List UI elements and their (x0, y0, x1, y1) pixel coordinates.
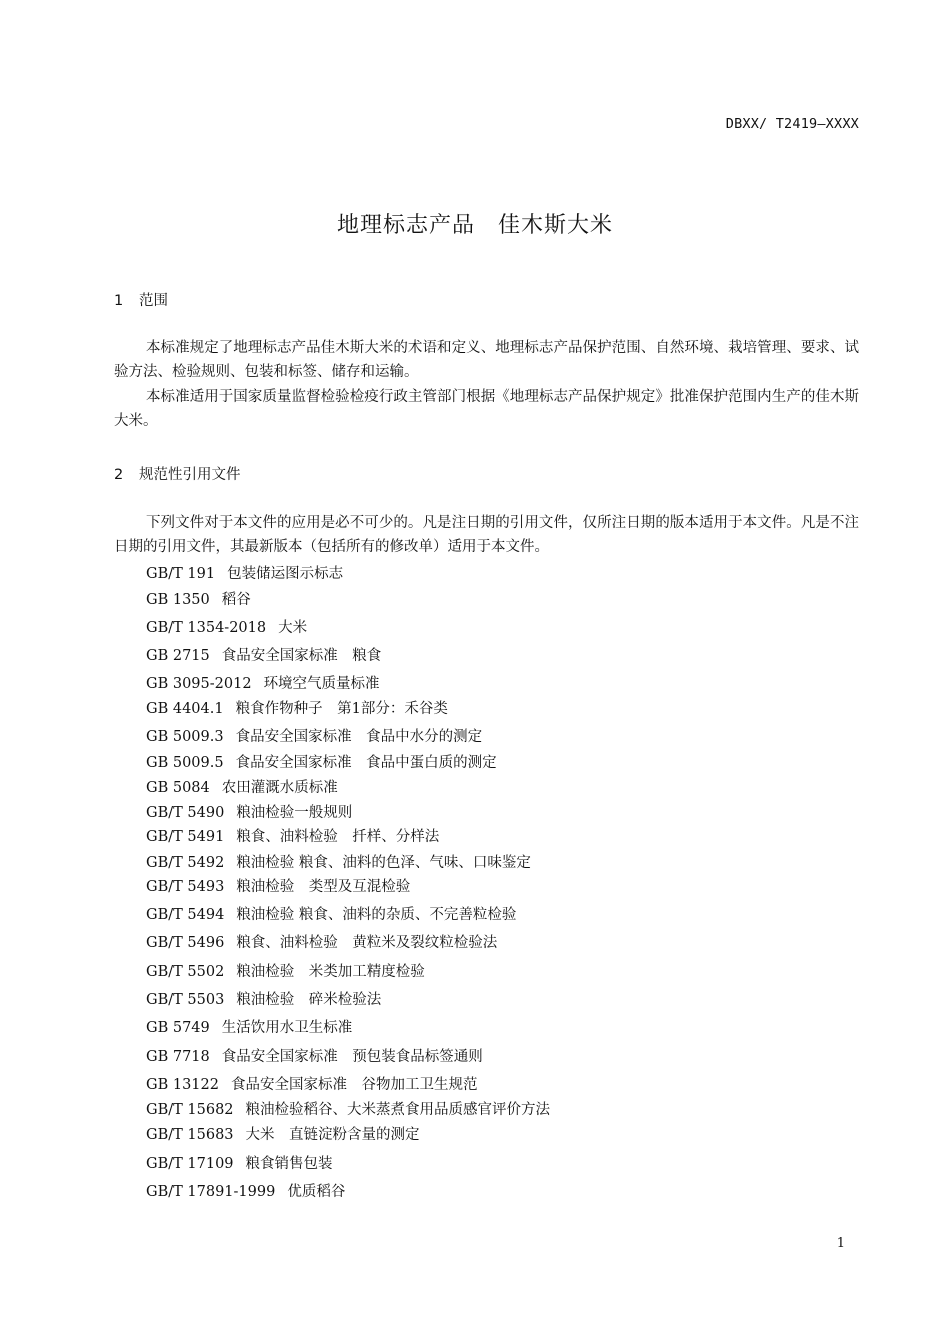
reference-item: GB 4404.1 粮食作物种子 第1部分：禾谷类 (146, 701, 448, 717)
reference-item: GB/T 15682 粮油检验稻谷、大米蒸煮食用品质感官评价方法 (146, 1102, 551, 1118)
scope-paragraph-1: 本标准规定了地理标志产品佳木斯大米的术语和定义、地理标志产品保护范围、自然环境、栽培管理、要求、试验方法、检验规则、包装和标签、储存和运输。 (114, 340, 859, 380)
section-title: 范围 (139, 293, 168, 309)
reference-item: GB/T 5490 粮油检验一般规则 (146, 805, 353, 821)
reference-item: GB 1350 稻谷 (146, 592, 251, 608)
reference-item: GB/T 5496 粮食、油料检验 黄粒米及裂纹粒检验法 (146, 935, 498, 951)
scope-paragraph-2: 本标准适用于国家质量监督检验检疫行政主管部门根据《地理标志产品保护规定》批准保护范围内生产的佳木斯大米。 (114, 389, 859, 429)
reference-item: GB/T 15683 大米 直链淀粉含量的测定 (146, 1127, 420, 1143)
document-code: DBXX/ T2419—XXXX (725, 116, 859, 132)
references-intro-paragraph: 下列文件对于本文件的应用是必不可少的。凡是注日期的引用文件，仅所注日期的版本适用于本文件。凡是不注日期的引用文件，其最新版本（包括所有的修改单）适用于本文件。 (114, 515, 859, 555)
reference-item: GB/T 5491 粮食、油料检验 扦样、分样法 (146, 829, 440, 845)
reference-item: GB 13122 食品安全国家标准 谷物加工卫生规范 (146, 1077, 478, 1093)
reference-item: GB 3095-2012 环境空气质量标准 (146, 676, 380, 692)
reference-item: GB/T 17891-1999 优质稻谷 (146, 1184, 346, 1200)
section-title: 规范性引用文件 (139, 467, 241, 483)
document-title: 地理标志产品 佳木斯大米 (336, 213, 613, 238)
reference-item: GB 7718 食品安全国家标准 预包装食品标签通则 (146, 1049, 483, 1065)
reference-item: GB 5749 生活饮用水卫生标准 (146, 1020, 353, 1036)
section-heading-normative-references (114, 463, 241, 484)
reference-item: GB 5084 农田灌溉水质标准 (146, 780, 338, 796)
section-heading-scope (114, 289, 168, 310)
section-number: 2 (114, 467, 124, 483)
reference-item: GB/T 17109 粮食销售包装 (146, 1156, 333, 1172)
page-number: 1 (836, 1236, 845, 1251)
section-number: 1 (114, 293, 124, 309)
reference-item: GB/T 5494 粮油检验 粮食、油料的杂质、不完善粒检验 (146, 907, 517, 923)
reference-item: GB 5009.3 食品安全国家标准 食品中水分的测定 (146, 729, 483, 745)
reference-item: GB/T 5502 粮油检验 米类加工精度检验 (146, 964, 425, 980)
reference-item: GB/T 191 包装储运图示标志 (146, 566, 344, 582)
reference-item: GB/T 5492 粮油检验 粮食、油料的色泽、气味、口味鉴定 (146, 855, 531, 871)
reference-item: GB 5009.5 食品安全国家标准 食品中蛋白质的测定 (146, 755, 497, 771)
reference-item: GB/T 5493 粮油检验 类型及互混检验 (146, 879, 411, 895)
reference-item: GB/T 5503 粮油检验 碎米检验法 (146, 992, 382, 1008)
reference-item: GB 2715 食品安全国家标准 粮食 (146, 648, 382, 664)
reference-item: GB/T 1354-2018 大米 (146, 620, 308, 636)
